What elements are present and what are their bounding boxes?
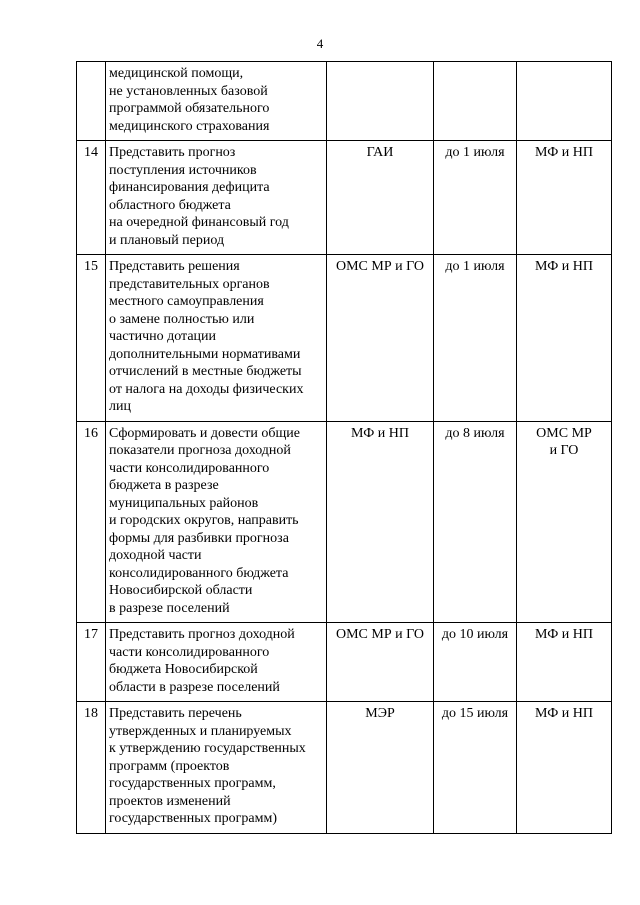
task-line: на очередной финансовый год	[109, 215, 289, 230]
task-line: медицинской помощи,	[109, 66, 244, 81]
responsible-line: МФ и НП	[350, 425, 410, 441]
task-line: представительных органов	[109, 276, 270, 292]
responsible-line: МЭР	[365, 706, 395, 721]
row-number: 18	[77, 702, 106, 834]
table-row	[77, 62, 612, 141]
table-row	[77, 421, 612, 623]
task-line: утвержденных и планируемых	[109, 723, 292, 739]
task-line: доходной части	[109, 548, 202, 563]
task-line: частично дотации	[109, 329, 217, 344]
deadline-cell: до 10 июля	[434, 623, 517, 702]
recipient-cell	[517, 255, 612, 422]
recipient-line: МФ и НП	[534, 706, 594, 721]
recipient-line: МФ и НП	[534, 627, 594, 642]
table-row	[77, 623, 612, 702]
task-cell	[106, 421, 327, 623]
responsible-line: ОМС МР и ГО	[336, 259, 424, 274]
task-line: от налога на доходы физических	[109, 381, 304, 397]
row-number: 16	[77, 421, 106, 623]
responsible-cell	[327, 62, 434, 141]
recipient-line: МФ и НП	[534, 259, 594, 274]
task-line: лиц	[109, 399, 131, 414]
task-cell	[106, 702, 327, 834]
task-line: Представить решения	[109, 259, 240, 274]
deadline-cell: до 1 июля	[434, 141, 517, 255]
deadline-cell: до 1 июля	[434, 255, 517, 422]
task-line: части консолидированного	[109, 460, 270, 476]
page-number: 4	[316, 36, 324, 51]
task-cell	[106, 255, 327, 422]
task-line: бюджета Новосибирской	[109, 662, 258, 677]
task-cell	[106, 141, 327, 255]
task-line: проектов изменений	[109, 793, 231, 809]
recipient-cell	[517, 62, 612, 141]
table-row	[77, 255, 612, 422]
responsible-cell	[327, 255, 434, 422]
task-line: Представить прогноз	[109, 145, 236, 160]
task-line: к утверждению государственных	[109, 741, 306, 756]
recipient-line: и ГО	[549, 443, 579, 458]
task-cell	[106, 62, 327, 141]
task-line: местного самоуправления	[109, 294, 264, 309]
task-cell	[106, 623, 327, 702]
recipient-cell	[517, 702, 612, 834]
task-line: областного бюджета	[109, 197, 231, 213]
task-line: консолидированного бюджета	[109, 565, 289, 581]
task-line: в разрезе поселений	[109, 600, 230, 616]
row-number: 14	[77, 141, 106, 255]
table-row	[77, 702, 612, 834]
task-line: части консолидированного	[109, 644, 270, 660]
recipient-line: МФ и НП	[534, 145, 594, 160]
task-line: не установленных базовой	[109, 83, 268, 99]
task-line: и городских округов, направить	[109, 513, 299, 528]
task-line: и плановый период	[109, 232, 225, 248]
recipient-line: ОМС МР	[536, 425, 592, 441]
task-line: отчислений в местные бюджеты	[109, 364, 302, 379]
task-line: муниципальных районов	[109, 495, 259, 511]
responsible-line: ОМС МР и ГО	[336, 627, 424, 642]
deadline-cell	[434, 62, 517, 141]
recipient-cell	[517, 623, 612, 702]
task-line: Представить перечень	[109, 706, 242, 721]
task-line: поступления источников	[109, 162, 257, 178]
task-line: программой обязательного	[109, 101, 270, 116]
plan-table-body	[77, 62, 612, 834]
table-row	[77, 141, 612, 255]
deadline-cell: до 15 июля	[434, 702, 517, 834]
task-line: Сформировать и довести общие	[109, 425, 300, 441]
task-line: программ (проектов	[109, 758, 230, 774]
recipient-cell	[517, 421, 612, 623]
task-line: формы для разбивки прогноза	[109, 530, 289, 546]
task-line: медицинского страхования	[109, 118, 270, 134]
task-line: показатели прогноза доходной	[109, 443, 291, 458]
task-line: финансирования дефицита	[109, 180, 270, 195]
responsible-cell	[327, 702, 434, 834]
row-number: 15	[77, 255, 106, 422]
task-line: дополнительными нормативами	[109, 346, 301, 362]
task-line: о замене полностью или	[109, 311, 255, 327]
plan-table	[76, 61, 612, 834]
row-number: 17	[77, 623, 106, 702]
row-number	[77, 62, 106, 141]
task-line: бюджета в разрезе	[109, 478, 219, 493]
task-line: Новосибирской области	[109, 583, 253, 598]
responsible-cell	[327, 421, 434, 623]
task-line: государственных программ)	[109, 811, 278, 826]
recipient-cell	[517, 141, 612, 255]
deadline-cell: до 8 июля	[434, 421, 517, 623]
responsible-cell	[327, 623, 434, 702]
task-line: Представить прогноз доходной	[109, 627, 295, 642]
responsible-cell	[327, 141, 434, 255]
task-line: области в разрезе поселений	[109, 679, 280, 695]
responsible-line: ГАИ	[366, 145, 394, 160]
task-line: государственных программ,	[109, 776, 276, 791]
